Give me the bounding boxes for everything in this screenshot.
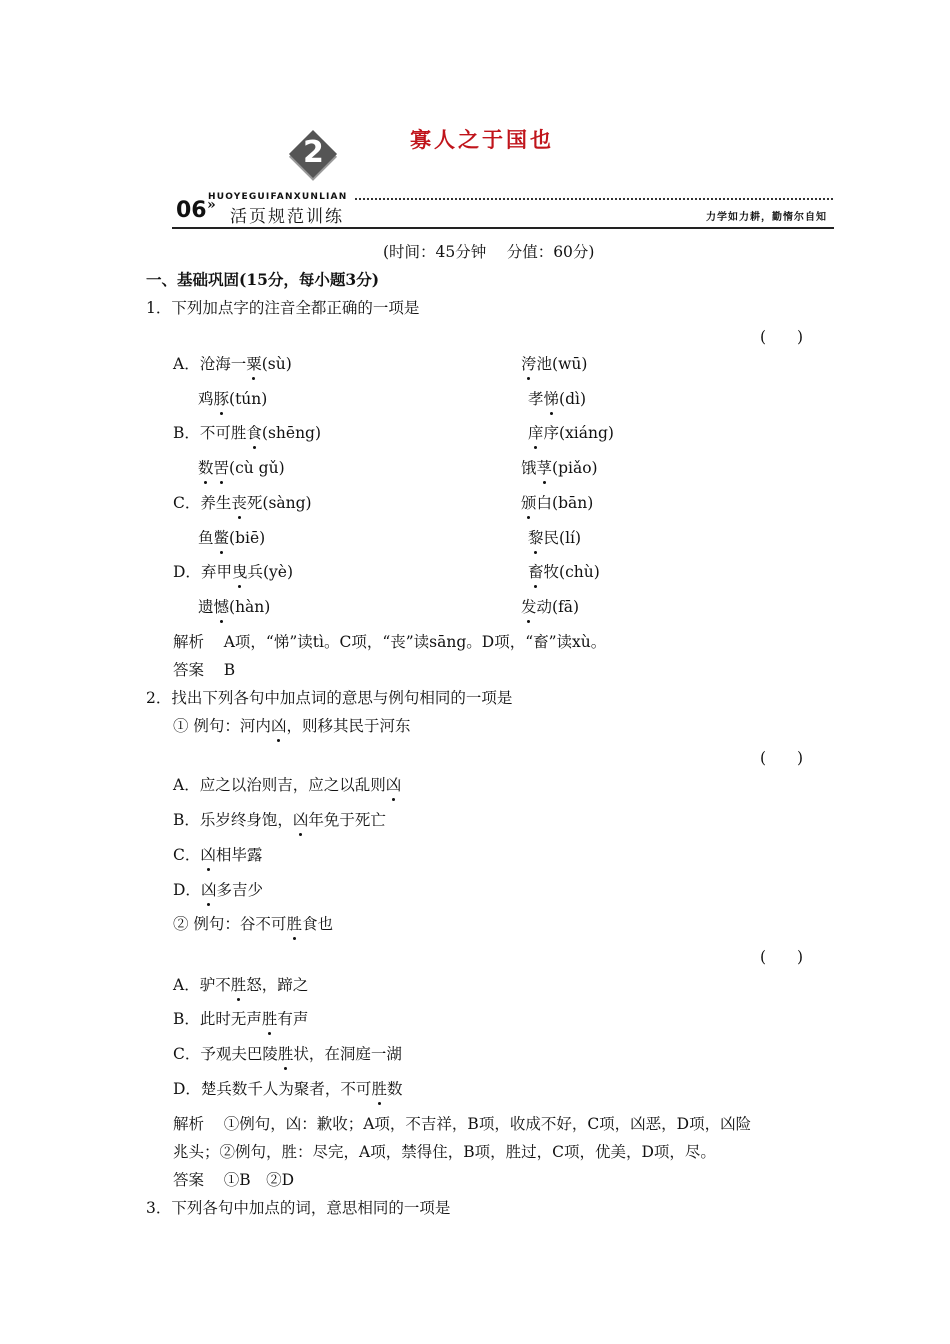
q1-option-C-right2: 黎民(lí) [528, 529, 582, 547]
section-title: 活页规范训练 [230, 207, 344, 227]
q3-stem: 3．下列各句中加点的词，意思相同的一项是 [146, 1199, 451, 1217]
q2-2-option-B: B．此时无声胜有声 [173, 1010, 309, 1028]
part1-heading: 一、基础巩固(15分，每小题3分) [146, 270, 380, 289]
q2-2-option-C: C．予观夫巴陵胜状，在洞庭一湖 [173, 1045, 402, 1063]
q2-answer: 答案 ①B ②D [173, 1171, 295, 1189]
q1-option-C-right1: 颁白(bān) [521, 494, 594, 512]
banner-rule [172, 227, 834, 229]
q1-option-D-right2: 发动(fā) [521, 598, 580, 616]
section-pinyin: HUOYEGUIFANXUNLIAN [208, 192, 348, 202]
q1-option-A-right1: 洿池(wū) [521, 355, 588, 373]
q2-1-option-B: B．乐岁终身饱，凶年免于死亡 [173, 811, 386, 829]
q1-option-A: A．沧海一粟(sù) [173, 355, 292, 373]
q2-1-option-D: D．凶多吉少 [173, 881, 263, 899]
q2-example-2: ② 例句：谷不可胜食也 [173, 915, 333, 933]
q2-2-option-D: D．楚兵数千人为聚者，不可胜数 [173, 1080, 403, 1098]
q1-answer-bracket: ( ) [760, 328, 804, 346]
q1-option-D-line2: 遗憾(hàn) [198, 598, 271, 616]
banner-dotted-line [355, 198, 833, 200]
q1-option-D-right1: 畜牧(chù) [528, 563, 600, 581]
q1-option-A-line2: 鸡豚(tún) [198, 390, 268, 408]
q2-answer-bracket-1: ( ) [760, 749, 804, 767]
q1-stem: 1．下列加点字的注音全都正确的一项是 [146, 299, 420, 317]
q2-analysis: 解析 ①例句，凶：歉收；A项，不吉祥，B项，收成不好，C项，凶恶，D项，凶险 [173, 1115, 752, 1133]
q1-option-C-line2: 鱼鳖(biē) [198, 529, 266, 547]
q1-option-B: B．不可胜食(shēng) [173, 424, 322, 442]
arrow-icon: » [207, 197, 216, 213]
section-motto: 力学如力耕，勤惰尔自知 [706, 212, 827, 223]
q2-stem: 2．找出下列各句中加点词的意思与例句相同的一项是 [146, 689, 513, 707]
q2-1-option-C: C．凶相毕露 [173, 846, 263, 864]
section-number: 06 [176, 198, 207, 223]
q2-2-option-A: A．驴不胜怒，蹄之 [173, 976, 309, 994]
q1-option-D: D．弃甲曳兵(yè) [173, 563, 293, 581]
q1-answer: 答案 B [173, 661, 236, 679]
time-score: (时间：45分钟 分值：60分) [383, 243, 595, 261]
lesson-title: 寡人之于国也 [410, 127, 554, 152]
q2-1-option-A: A．应之以治则吉，应之以乱则凶 [173, 776, 402, 794]
q2-analysis-cont: 兆头；②例句，胜：尽完，A项，禁得住，B项，胜过，C项，优美，D项，尽。 [173, 1143, 716, 1161]
q1-option-A-right2: 孝悌(dì) [528, 390, 587, 408]
lesson-number: 2 [303, 135, 324, 170]
q1-analysis: 解析 A项，“悌”读tì。C项，“丧”读sāng。D项，“畜”读xù。 [173, 633, 607, 651]
q2-example-1: ① 例句：河内凶，则移其民于河东 [173, 717, 411, 735]
q1-option-B-line2: 数罟(cù gǔ) [198, 459, 285, 477]
q2-answer-bracket-2: ( ) [760, 948, 804, 966]
q1-option-B-right2: 饿莩(piǎo) [521, 459, 598, 477]
q1-option-B-right1: 庠序(xiáng) [528, 424, 614, 442]
q1-option-C: C．养生丧死(sàng) [173, 494, 312, 512]
